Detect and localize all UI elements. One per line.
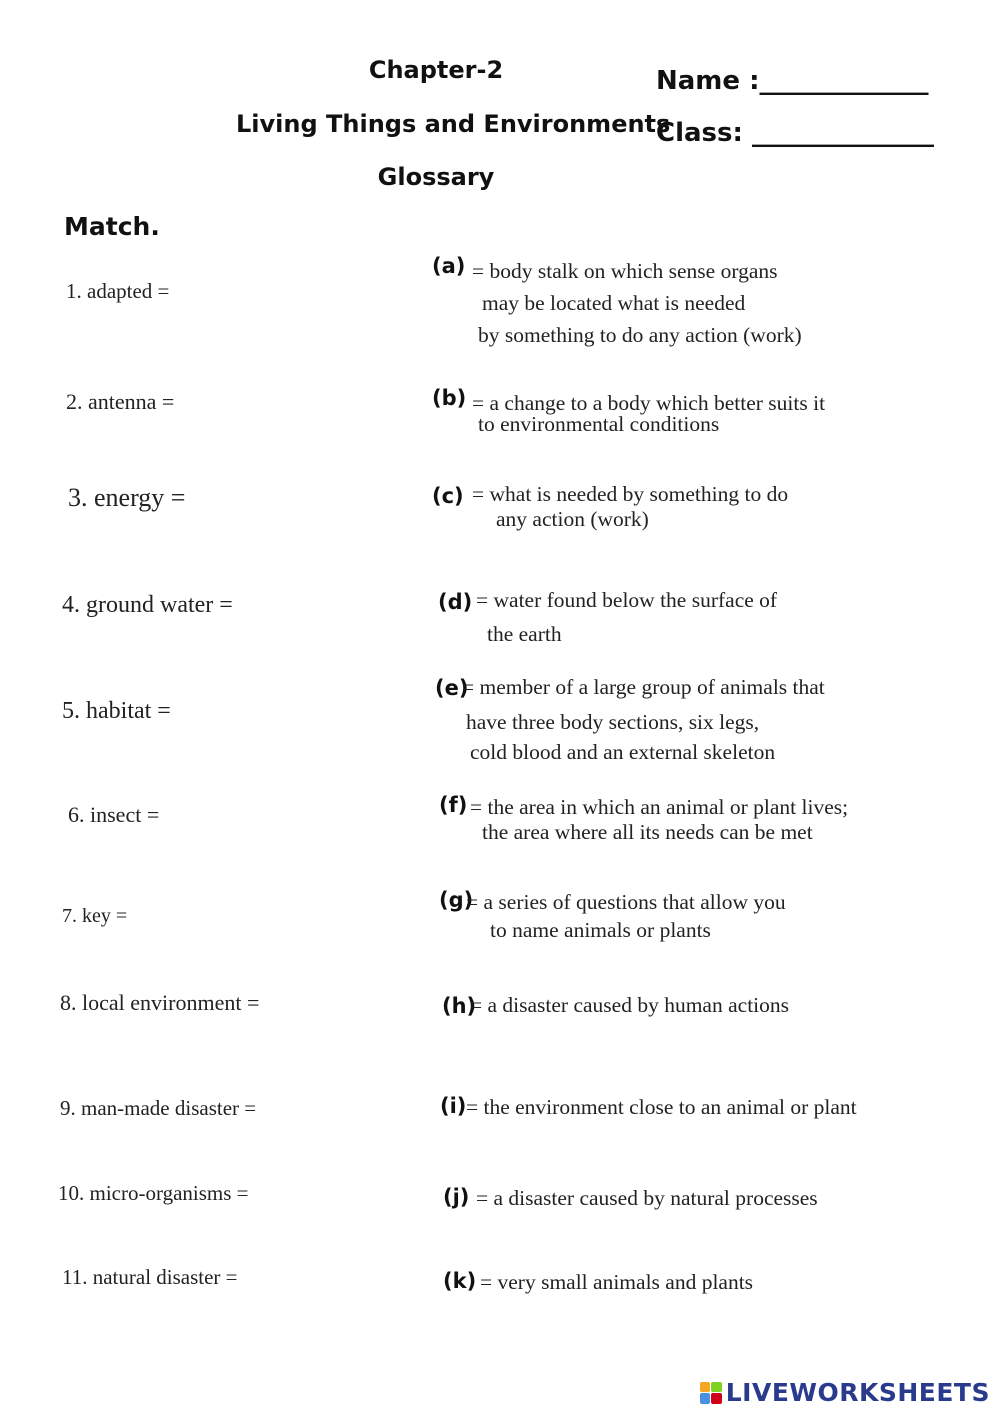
term-item: 9. man-made disaster = <box>60 1096 257 1120</box>
definition-line: = very small animals and plants <box>480 1270 754 1294</box>
class-field[interactable]: Class: ______________ <box>656 118 934 148</box>
definition-line: = a disaster caused by natural processes <box>476 1186 818 1210</box>
definition-line: = a disaster caused by human actions <box>470 993 790 1017</box>
logo-grid-icon <box>700 1382 722 1404</box>
definition-letter: (i) <box>440 1094 467 1118</box>
definition-line: may be located what is needed <box>482 291 746 315</box>
logo-square <box>700 1382 711 1393</box>
instruction-text: Match. <box>64 212 160 241</box>
term-item: 1. adapted = <box>66 279 170 303</box>
definition-line: = the area in which an animal or plant lives; <box>470 795 849 819</box>
definition-line: any action (work) <box>496 507 649 531</box>
definition-letter: (g) <box>439 888 474 912</box>
definition-line: = water found below the surface of <box>476 588 778 612</box>
definition-letter: (a) <box>432 254 466 278</box>
definition-letter: (j) <box>443 1185 470 1209</box>
definition-line: = a series of questions that allow you <box>466 890 786 914</box>
definition-letter: (b) <box>432 386 467 410</box>
definition-line: cold blood and an external skeleton <box>470 740 776 764</box>
definition-letter: (k) <box>443 1269 477 1293</box>
definition-letter: (e) <box>435 676 469 700</box>
definition-letter: (d) <box>438 590 473 614</box>
term-item: 2. antenna = <box>66 389 175 414</box>
definition-line: to environmental conditions <box>478 412 720 436</box>
logo-square <box>700 1393 711 1404</box>
logo-square <box>711 1382 722 1393</box>
definition-line: = body stalk on which sense organs <box>472 259 778 283</box>
worksheet-subtitle: Glossary <box>377 163 495 191</box>
liveworksheets-logo <box>700 1378 990 1407</box>
definition-line: = what is needed by something to do <box>472 482 789 506</box>
logo-text: LIVEWORKSHEETS <box>725 1378 990 1407</box>
definition-line: to name animals or plants <box>490 918 711 942</box>
definition-line: the earth <box>487 622 562 646</box>
term-item: 3. energy = <box>68 483 186 512</box>
logo-square <box>711 1393 722 1404</box>
term-item: 6. insect = <box>68 802 160 827</box>
name-field[interactable]: Name :_____________ <box>656 66 929 96</box>
term-item: 10. micro-organisms = <box>58 1181 249 1205</box>
term-item: 4. ground water = <box>62 592 233 618</box>
definition-line: the area where all its needs can be met <box>482 820 813 844</box>
definition-line: by something to do any action (work) <box>478 323 802 347</box>
chapter-heading: Chapter-2 <box>368 56 504 84</box>
term-item: 5. habitat = <box>62 698 171 724</box>
definition-line: have three body sections, six legs, <box>466 710 760 734</box>
definition-letter: (c) <box>432 484 464 508</box>
worksheet-title: Living Things and Environments <box>236 110 671 138</box>
definition-line: = member of a large group of animals that <box>462 675 825 699</box>
definition-line: = the environment close to an animal or plant <box>466 1095 857 1119</box>
definition-line: = a change to a body which better suits it <box>472 391 826 415</box>
term-item: 11. natural disaster = <box>62 1265 238 1289</box>
term-item: 8. local environment = <box>60 990 260 1015</box>
definition-letter: (h) <box>442 994 477 1018</box>
term-item: 7. key = <box>62 905 128 927</box>
definition-letter: (f) <box>439 793 468 817</box>
